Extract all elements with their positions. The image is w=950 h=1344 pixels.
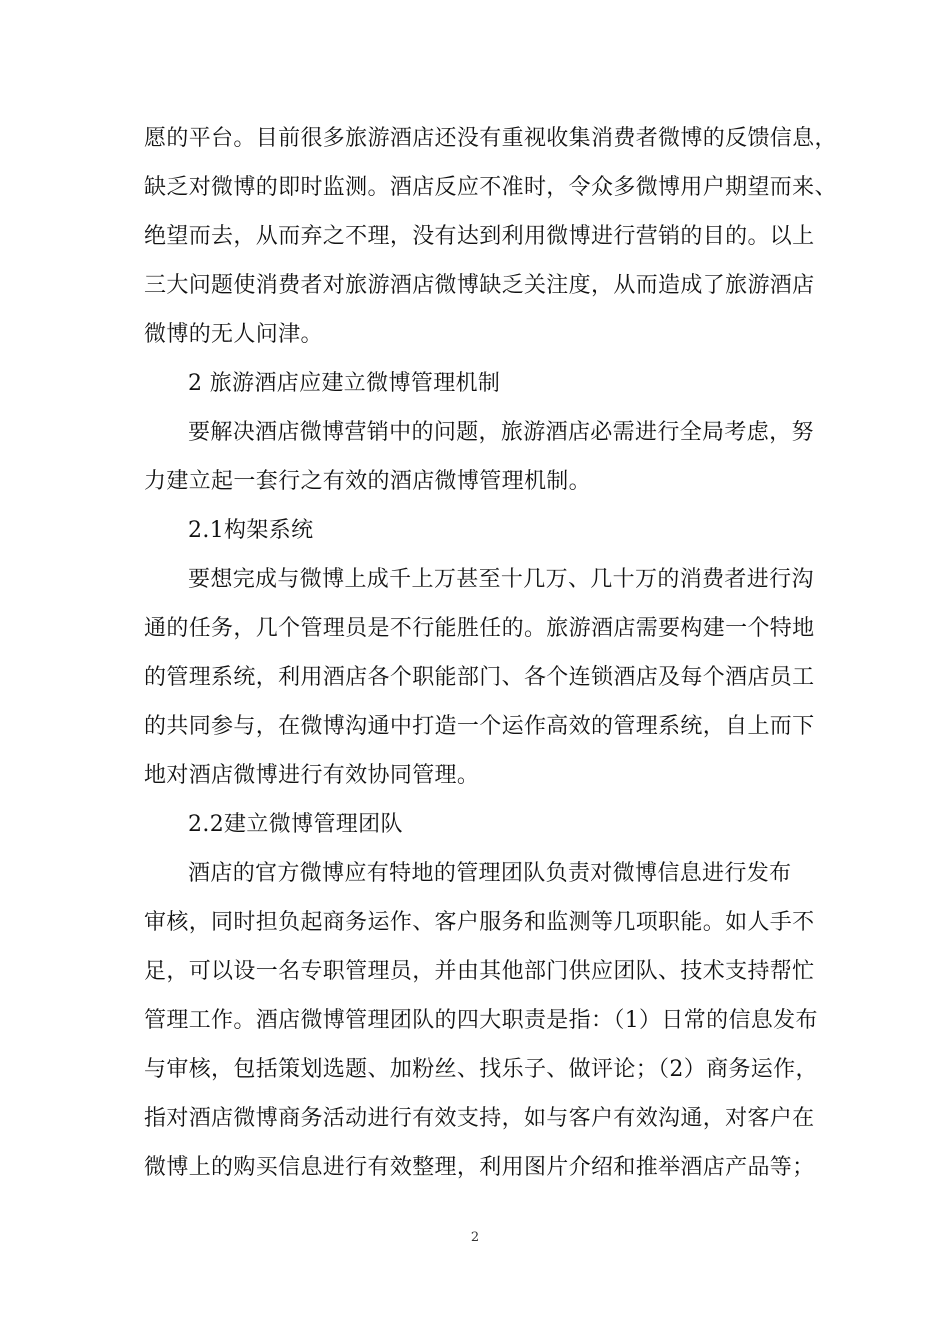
subsection-heading: 2.1构架系统	[188, 518, 314, 543]
paragraph-line: 审核，同时担负起商务运作、客户服务和监测等几项职能。如人手不	[144, 910, 815, 935]
paragraph-line: 力建立起一套行之有效的酒店微博管理机制。	[144, 469, 592, 494]
paragraph-line: 愿的平台。目前很多旅游酒店还没有重视收集消费者微博的反馈信息，	[144, 126, 837, 151]
paragraph-line: 管理工作。酒店微博管理团队的四大职责是指：（1）日常的信息发布	[144, 1008, 818, 1033]
subsection-heading: 2.2建立微博管理团队	[188, 812, 403, 837]
page-number: 2	[470, 1230, 480, 1245]
section-heading: 2 旅游酒店应建立微博管理机制	[188, 371, 501, 396]
paragraph-line: 微博的无人问津。	[144, 322, 323, 347]
paragraph-line: 指对酒店微博商务活动进行有效支持，如与客户有效沟通，对客户在	[144, 1106, 815, 1131]
paragraph-line: 要解决酒店微博营销中的问题，旅游酒店必需进行全局考虑，努	[188, 420, 814, 445]
paragraph-line: 足，可以设一名专职管理员，并由其他部门供应团队、技术支持帮忙	[144, 959, 815, 984]
paragraph-line: 三大问题使消费者对旅游酒店微博缺乏关注度，从而造成了旅游酒店	[144, 273, 815, 298]
paragraph-line: 缺乏对微博的即时监测。酒店反应不准时，令众多微博用户期望而来、	[144, 175, 837, 200]
paragraph-line: 绝望而去，从而弃之不理，没有达到利用微博进行营销的目的。以上	[144, 224, 815, 249]
paragraph-line: 微博上的购买信息进行有效整理，利用图片介绍和推举酒店产品等；	[144, 1155, 815, 1180]
paragraph-line: 要想完成与微博上成千上万甚至十几万、几十万的消费者进行沟	[188, 567, 814, 592]
body-text	[144, 114, 837, 1192]
paragraph-line: 酒店的官方微博应有特地的管理团队负责对微博信息进行发布	[188, 861, 792, 886]
paragraph-line: 的共同参与，在微博沟通中打造一个运作高效的管理系统，自上而下	[144, 714, 815, 739]
paragraph-line: 与审核，包括策划选题、加粉丝、找乐子、做评论；（2）商务运作，	[144, 1057, 818, 1082]
paragraph-line: 通的任务，几个管理员是不行能胜任的。旅游酒店需要构建一个特地	[144, 616, 815, 641]
paragraph-line: 地对酒店微博进行有效协同管理。	[144, 763, 480, 788]
paragraph-line: 的管理系统，利用酒店各个职能部门、各个连锁酒店及每个酒店员工	[144, 665, 815, 690]
